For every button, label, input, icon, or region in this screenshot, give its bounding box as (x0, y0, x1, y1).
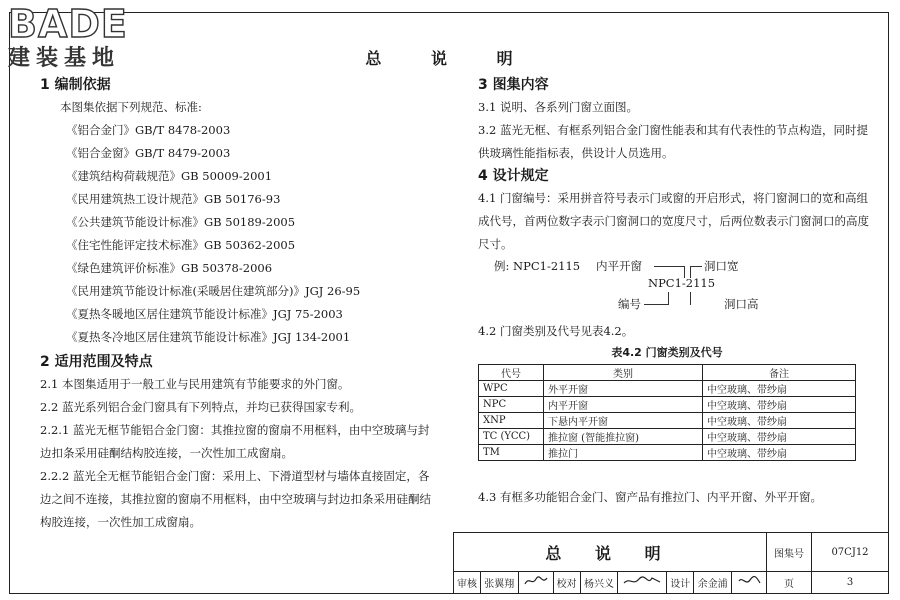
leader-line (690, 266, 702, 267)
table-row (479, 429, 856, 445)
section2-p1: 2.1 本图集适用于一般工业与民用建筑有节能要求的外门窗。 (40, 377, 350, 391)
table-header: 备注 (703, 365, 856, 381)
section1-heading: 1 编制依据 (40, 77, 111, 93)
standard-item: 《住宅性能评定技术标准》GB 50362-2005 (66, 238, 296, 252)
example-width: 洞口宽 (704, 259, 739, 273)
door-window-codes-table (478, 364, 856, 461)
section2-p4: 2.2.2 蓝光全无框节能铝合金门窗：采用上、下滑道型材与墙体直接固定，各边之间不连接，其推拉窗的窗扇不用框料，由中空玻璃与封边扣条采用硅酮结构胶连接，一次性加工成窗扇。 (40, 469, 431, 529)
design-label: 设计 (667, 572, 694, 594)
design-signature (732, 572, 767, 594)
section2-p2: 2.2 蓝光系列铝合金门窗具有下列特点，并均已获得国家专利。 (40, 400, 361, 414)
table-cell: 中空玻璃、带纱扇 (703, 413, 856, 429)
atlas-number: 07CJ12 (812, 533, 889, 572)
table-cell: 推拉门 (544, 445, 703, 461)
code-example (478, 256, 873, 320)
signature-mark (523, 574, 549, 588)
logo-brand-cn: 建装基地 (8, 46, 121, 71)
section2-heading: 2 适用范围及特点 (40, 354, 153, 370)
section4-p1: 4.1 门窗编号：采用拼音符号表示门或窗的开启形式，将门窗洞口的宽和高组成代号，首两位数字表示门窗洞口的宽度尺寸，后两位数表示门窗洞口的高度尺寸。 (478, 191, 869, 251)
section4-p3: 4.3 有框多功能铝合金门、窗产品有推拉门、内平开窗、外平开窗。 (478, 490, 822, 504)
table-cell: NPC (479, 397, 544, 413)
table-cell: TC (YCC) (479, 429, 544, 445)
table-cell: 中空玻璃、带纱扇 (703, 397, 856, 413)
right-column (478, 74, 873, 343)
table-header: 类别 (544, 365, 703, 381)
table-cell: XNP (479, 413, 544, 429)
table-cell: TM (479, 445, 544, 461)
table-header-row (479, 365, 856, 381)
table-cell: 中空玻璃、带纱扇 (703, 429, 856, 445)
atlas-label: 图集号 (767, 533, 812, 572)
standard-item: 《建筑结构荷载规范》GB 50009-2001 (66, 169, 273, 183)
example-open-type: 内平开窗 (596, 259, 642, 273)
standard-item: 《铝合金窗》GB/T 8479-2003 (66, 146, 231, 160)
table-cell: WPC (479, 381, 544, 397)
section3-p2: 3.2 蓝光无框、有框系列铝合金门窗性能表和其有代表性的节点构造，同时提供玻璃性能指标表，供设计人员选用。 (478, 123, 868, 160)
logo-brand: BADE (8, 2, 128, 46)
section4-heading: 4 设计规定 (478, 168, 549, 184)
review-name: 张翼翔 (480, 572, 518, 594)
standard-item: 《绿色建筑评价标准》GB 50378-2006 (66, 261, 273, 275)
standards-list (40, 119, 440, 349)
page-title: 总 说 明 (365, 49, 535, 68)
signature-mark (736, 574, 762, 588)
page-number: 3 (812, 572, 889, 594)
section3-p1: 3.1 说明、各系列门窗立面图。 (478, 100, 638, 114)
standard-item: 《民用建筑节能设计标准(采暖居住建筑部分)》JGJ 26-95 (66, 284, 361, 298)
table-row (479, 413, 856, 429)
table-cell: 推拉窗 (智能推拉窗) (544, 429, 703, 445)
signature-mark (622, 574, 662, 588)
table-cell: 下悬内平开窗 (544, 413, 703, 429)
table-row (479, 445, 856, 461)
check-signature (618, 572, 667, 594)
left-column (40, 74, 440, 534)
section4-footer (478, 486, 873, 509)
leader-line (668, 292, 669, 305)
table-cell: 内平开窗 (544, 397, 703, 413)
review-label: 审核 (454, 572, 481, 594)
table-cell: 中空玻璃、带纱扇 (703, 445, 856, 461)
table-row (479, 381, 856, 397)
example-prefix: 例: NPC1-2115 (494, 259, 581, 273)
table-cell: 中空玻璃、带纱扇 (703, 381, 856, 397)
leader-line (654, 266, 684, 267)
section4-p2: 4.2 门窗类别及代号见表4.2。 (478, 324, 634, 338)
review-signature (518, 572, 553, 594)
check-name: 杨兴义 (580, 572, 618, 594)
leader-line (690, 292, 691, 305)
standard-item: 《夏热冬冷地区居住建筑节能设计标准》JGJ 134-2001 (66, 330, 351, 344)
leader-line (644, 304, 668, 305)
table-caption: 表4.2 门窗类别及代号 (611, 346, 723, 359)
title-block-title: 总 说 明 (454, 533, 767, 572)
standard-item: 《夏热冬暖地区居住建筑节能设计标准》JGJ 75-2003 (66, 307, 343, 321)
example-number: 编号 (618, 297, 641, 311)
design-name: 余金浦 (694, 572, 732, 594)
section2-p3: 2.2.1 蓝光无框节能铝合金门窗：其推拉窗的窗扇不用框料，由中空玻璃与封边扣条采用硅酮结构胶连接，一次性加工成窗扇。 (40, 423, 430, 460)
section1-intro: 本图集依据下列规范、标准: (60, 100, 202, 114)
title-block (453, 532, 889, 594)
example-code: NPC1-2115 (648, 276, 716, 290)
page-label: 页 (767, 572, 812, 594)
check-label: 校对 (553, 572, 580, 594)
table-row (479, 397, 856, 413)
section3-heading: 3 图集内容 (478, 77, 549, 93)
standard-item: 《公共建筑节能设计标准》GB 50189-2005 (66, 215, 296, 229)
standard-item: 《铝合金门》GB/T 8478-2003 (66, 123, 231, 137)
table-cell: 外平开窗 (544, 381, 703, 397)
example-height: 洞口高 (724, 297, 759, 311)
standard-item: 《民用建筑热工设计规范》GB 50176-93 (66, 192, 281, 206)
table-header: 代号 (479, 365, 544, 381)
